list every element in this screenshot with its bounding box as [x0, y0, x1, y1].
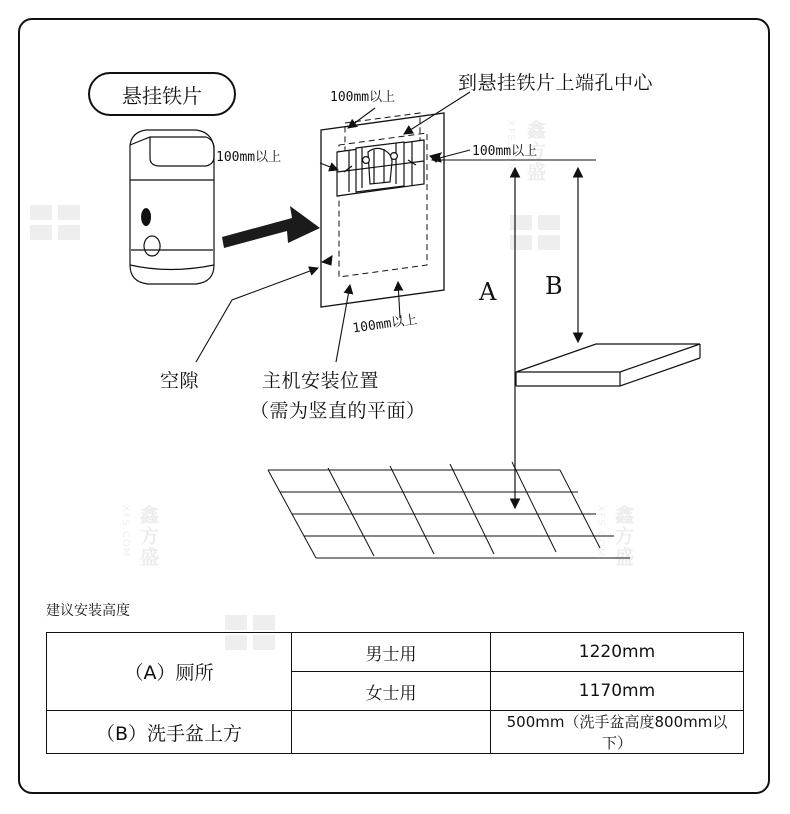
direction-arrow [222, 206, 320, 248]
row-label-toilet: （A）厕所 [47, 633, 292, 711]
dim-bottom: 100mm以上 [351, 312, 419, 337]
cell-female-value: 1170mm [491, 672, 744, 711]
cell-male-value: 1220mm [491, 633, 744, 672]
floor-grid [268, 462, 630, 558]
cell-sink-blank [292, 711, 491, 754]
row-label-sink: （B）洗手盆上方 [47, 711, 292, 754]
watermark-brand: 鑫方盛 [137, 505, 159, 568]
leader-gap [196, 268, 318, 362]
mount-area-dashed [339, 113, 427, 277]
cell-female: 女士用 [292, 672, 491, 711]
table-title: 建议安装高度 [46, 603, 130, 619]
leader-mount-position [336, 285, 350, 362]
watermark-site: XFS.COM [505, 120, 516, 173]
wall-panel [321, 113, 444, 307]
letter-b: B [545, 272, 563, 300]
tag-hanging-plate: 悬挂铁片 [88, 72, 236, 116]
cell-male: 男士用 [292, 633, 491, 672]
label-mount-position: 主机安装位置 [262, 370, 380, 392]
callout-top-label: 到悬挂铁片上端孔中心 [458, 72, 654, 94]
watermark-site: XFS.COM [595, 505, 606, 558]
recommended-height-table [46, 632, 744, 754]
table-row [47, 633, 744, 672]
watermark-brand: 鑫方盛 [524, 120, 546, 183]
table-row [47, 711, 744, 754]
sink-counter [516, 344, 700, 386]
letter-a: A [479, 278, 497, 306]
dim-left: 100mm以上 [216, 150, 282, 165]
leader-left-dim [320, 163, 338, 170]
label-mount-note: （需为竖直的平面） [250, 400, 426, 422]
watermark-site: XFS.COM [120, 505, 131, 558]
dim-top-left: 100mm以上 [330, 90, 396, 105]
cell-sink-value: 500mm（洗手盆高度800mm以下） [491, 711, 744, 754]
label-gap: 空隙 [160, 370, 200, 392]
mounting-bracket [337, 140, 424, 196]
dryer-unit [130, 130, 214, 284]
watermark-brand: 鑫方盛 [612, 505, 634, 568]
dim-right: 100mm以上 [472, 144, 538, 159]
callout-leader-top [404, 92, 470, 134]
